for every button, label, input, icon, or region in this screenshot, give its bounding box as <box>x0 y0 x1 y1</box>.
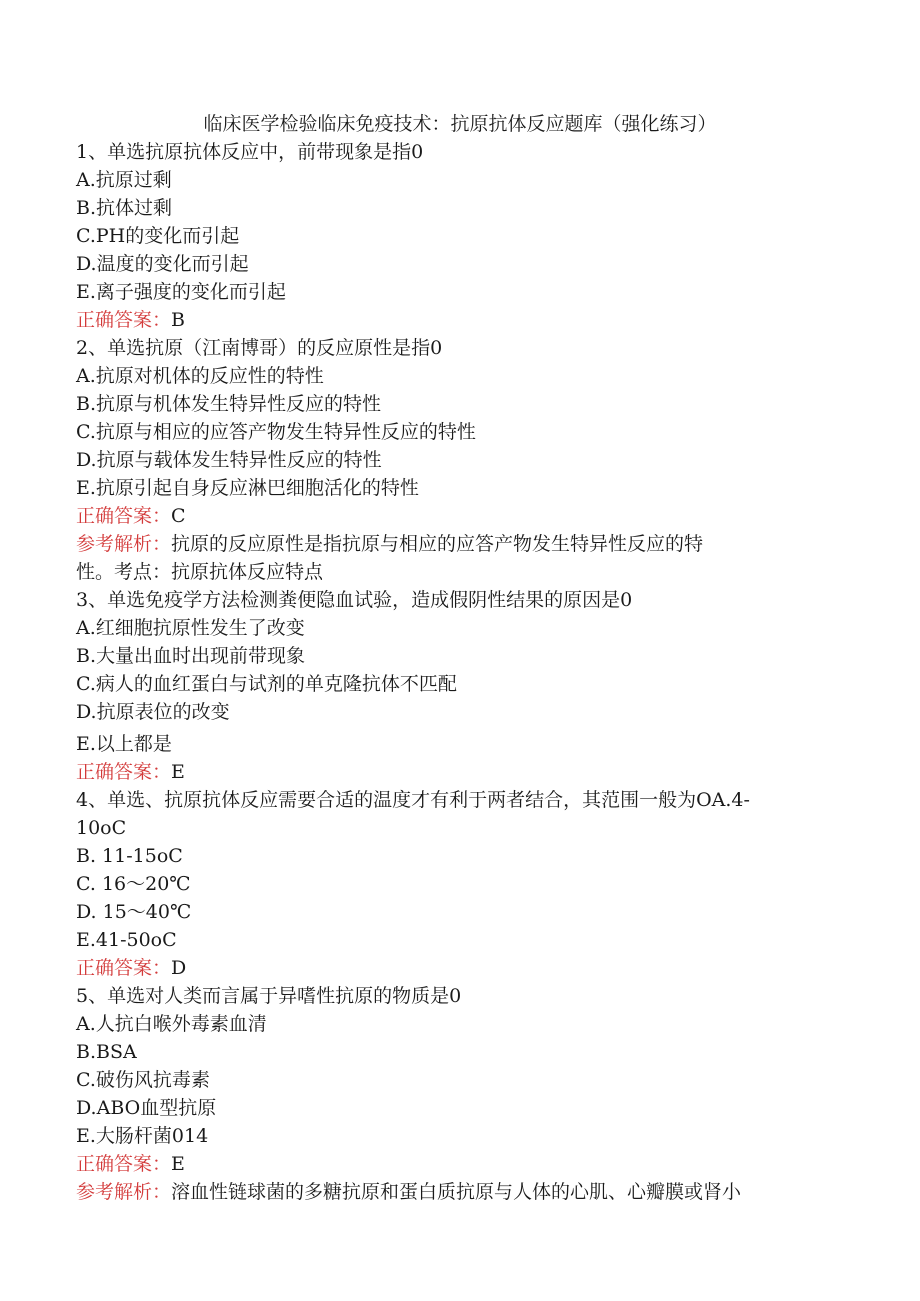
question-2-option-b: B.抗原与机体发生特异性反应的特性 <box>76 393 382 415</box>
question-4-answer <box>76 954 846 982</box>
question-3-option-e: E.以上都是 <box>76 733 172 755</box>
question-2-option-a: A.抗原对机体的反应性的特性 <box>76 365 324 387</box>
question-1-option-e: E.离子强度的变化而引起 <box>76 281 286 303</box>
question-3-answer <box>76 758 846 786</box>
analysis-text: 抗原的反应原性是指抗原与相应的应答产物发生特异性反应的特 <box>171 533 704 555</box>
document-content <box>76 138 846 1206</box>
analysis-text: 溶血性链球菌的多糖抗原和蛋白质抗原与人体的心肌、心瓣膜或肾小 <box>171 1181 742 1203</box>
question-5-option-c: C.破伤风抗毒素 <box>76 1069 210 1091</box>
question-1-stem: 1、单选抗原抗体反应中，前带现象是指0 <box>76 141 424 163</box>
question-2-option-e: E.抗原引起自身反应淋巴细胞活化的特性 <box>76 477 419 499</box>
question-5-option-a: A.人抗白喉外毒素血清 <box>76 1013 267 1035</box>
question-3-option-c: C.病人的血红蛋白与试剂的单克隆抗体不匹配 <box>76 673 457 695</box>
question-3-option-b: B.大量出血时出现前带现象 <box>76 645 306 667</box>
question-1-option-b: B.抗体过剩 <box>76 197 173 219</box>
question-4-option-d: D. 15～40℃ <box>76 901 192 923</box>
question-3-option-a: A.红细胞抗原性发生了改变 <box>76 617 305 639</box>
question-2-option-c: C.抗原与相应的应答产物发生特异性反应的特性 <box>76 421 476 443</box>
question-2-analysis-cont: 性。考点：抗原抗体反应特点 <box>76 561 324 583</box>
answer-label: 正确答案： <box>76 505 172 527</box>
answer-value: E <box>171 761 185 783</box>
question-2-analysis <box>76 530 846 558</box>
question-3-option-d: D.抗原表位的改变 <box>76 701 230 723</box>
question-2-answer <box>76 502 846 530</box>
question-4-option-c: C. 16～20℃ <box>76 873 191 895</box>
question-5-option-b: B.BSA <box>76 1041 137 1063</box>
question-5-analysis <box>76 1178 846 1206</box>
answer-value: C <box>171 505 186 527</box>
answer-label: 正确答案： <box>76 761 172 783</box>
question-5-answer <box>76 1150 846 1178</box>
question-2-option-d: D.抗原与载体发生特异性反应的特性 <box>76 449 382 471</box>
document-title: 临床医学检验临床免疫技术：抗原抗体反应题库（强化练习） <box>203 113 717 135</box>
question-4-stem: 4、单选、抗原抗体反应需要合适的温度才有利于两者结合，其范围一般为OA.4- <box>76 789 750 811</box>
question-1-option-c: C.PH的变化而引起 <box>76 225 240 247</box>
question-3-stem: 3、单选免疫学方法检测粪便隐血试验，造成假阴性结果的原因是0 <box>76 589 633 611</box>
question-1-answer <box>76 306 846 334</box>
question-4-option-b: B. 11-15oC <box>76 845 183 867</box>
question-5-option-d: D.ABO血型抗原 <box>76 1097 217 1119</box>
answer-value: B <box>171 309 185 331</box>
question-5-stem: 5、单选对人类而言属于异嗜性抗原的物质是0 <box>76 985 462 1007</box>
answer-label: 正确答案： <box>76 957 172 979</box>
answer-value: E <box>171 1153 185 1175</box>
analysis-label: 参考解析： <box>76 533 172 555</box>
question-4-option-e: E.41-50oC <box>76 929 177 951</box>
question-4-stem-cont: 10oC <box>76 817 127 839</box>
answer-value: D <box>171 957 187 979</box>
answer-label: 正确答案： <box>76 1153 172 1175</box>
question-1-option-d: D.温度的变化而引起 <box>76 253 249 275</box>
question-1-option-a: A.抗原过剩 <box>76 169 172 191</box>
analysis-label: 参考解析： <box>76 1181 172 1203</box>
question-5-option-e: E.大肠杆菌014 <box>76 1125 209 1147</box>
answer-label: 正确答案： <box>76 309 172 331</box>
question-2-stem: 2、单选抗原（江南博哥）的反应原性是指0 <box>76 337 443 359</box>
